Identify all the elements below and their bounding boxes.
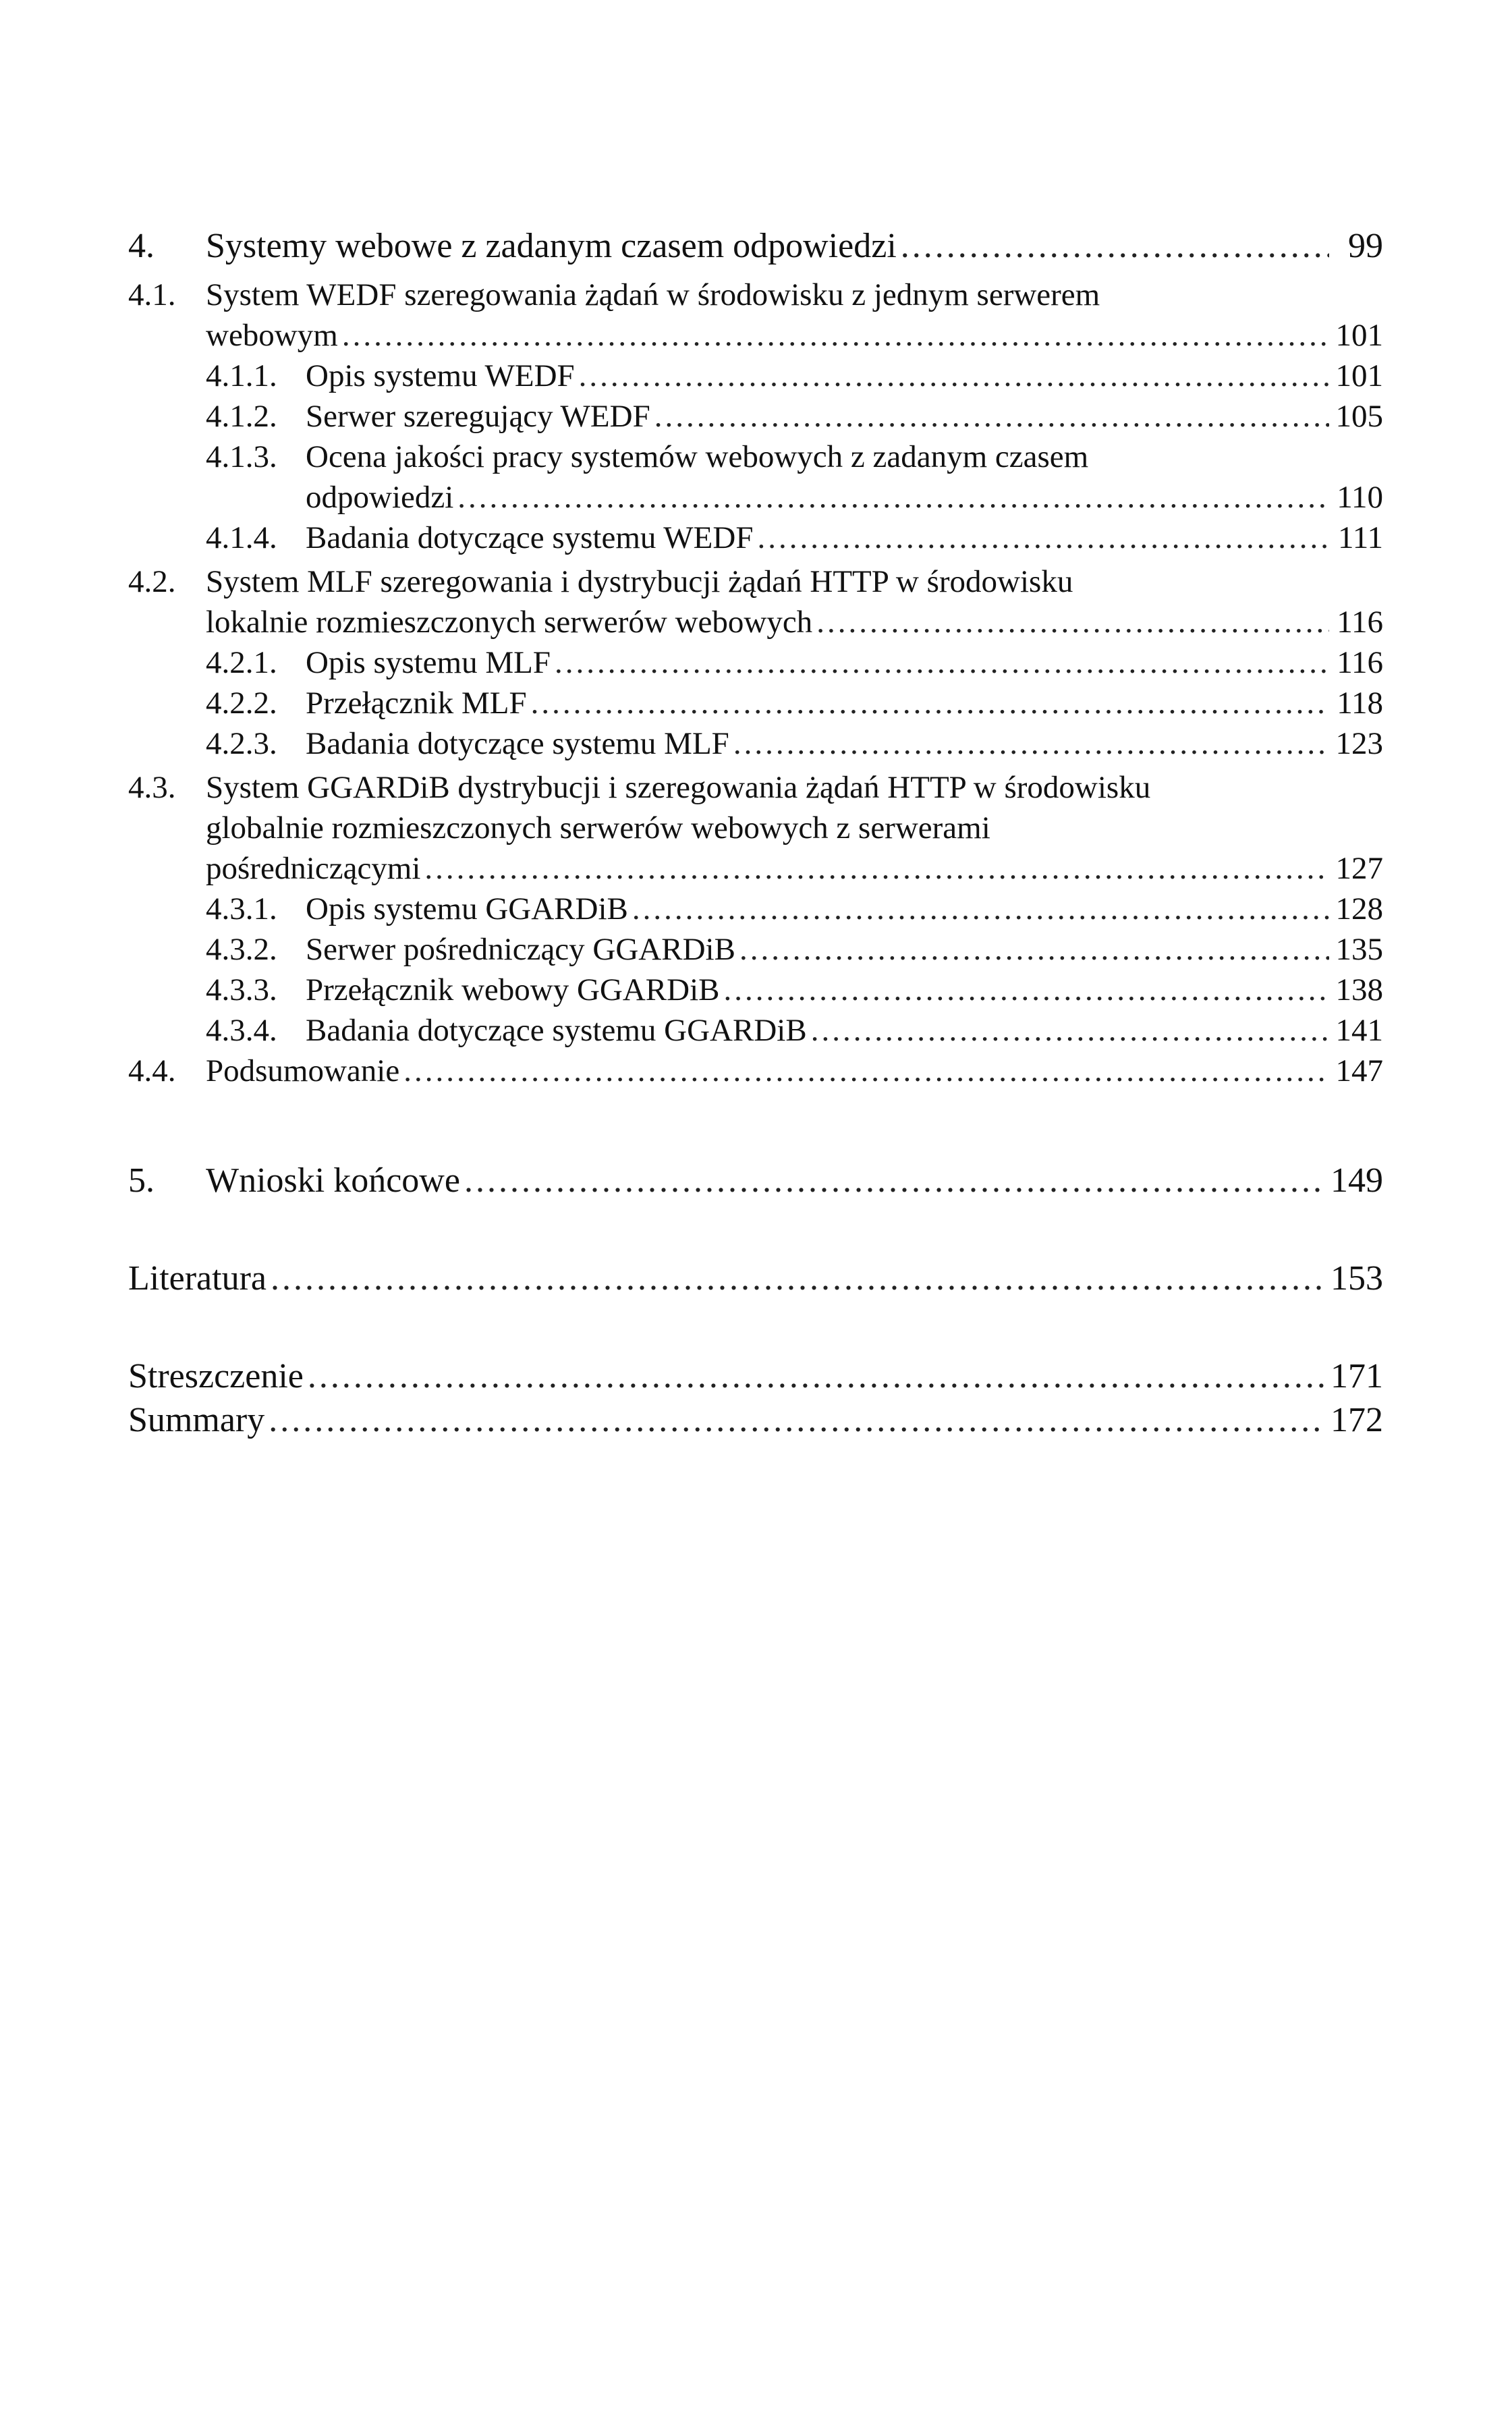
dot-leader <box>555 644 1329 681</box>
toc-entry-4-3-3 <box>206 972 1383 1008</box>
entry-title-line2: globalnie rozmieszczonych serwerów webowych z serwerami <box>206 810 990 846</box>
entry-title: Opis systemu MLF <box>306 645 551 680</box>
page-number: 147 <box>1335 1053 1383 1088</box>
page-number: 149 <box>1331 1161 1383 1200</box>
toc-entry-4-3-line3 <box>206 850 1383 887</box>
page-number: 101 <box>1335 358 1383 393</box>
entry-title: Podsumowanie <box>206 1053 400 1088</box>
entry-title: Streszczenie <box>128 1357 304 1395</box>
toc-entry-4-1-line1 <box>128 277 1100 313</box>
entry-title-line2: webowym <box>206 318 338 353</box>
entry-title-line3: pośredniczącymi <box>206 851 421 886</box>
dot-leader <box>457 479 1329 516</box>
entry-number: 4.3.2. <box>206 932 277 967</box>
entry-title: Przełącznik MLF <box>306 686 527 721</box>
entry-title-line1: System WEDF szeregowania żądań w środowisku z jednym serwerem <box>206 277 1100 312</box>
entry-number: 4.2.2. <box>206 686 277 721</box>
entry-number: 4.1.3. <box>206 439 277 474</box>
toc-entry-4-1-4 <box>206 520 1383 556</box>
dot-leader <box>757 520 1329 556</box>
toc-entry-streszczenie <box>128 1356 1383 1396</box>
toc-entry-4-1-1 <box>206 358 1383 394</box>
page-number: 110 <box>1337 480 1383 515</box>
entry-number: 4.4. <box>128 1053 176 1088</box>
page-number: 128 <box>1335 891 1383 926</box>
dot-leader <box>342 317 1329 354</box>
dot-leader <box>723 972 1328 1008</box>
entry-title-line1: Ocena jakości pracy systemów webowych z zadanym czasem <box>306 439 1089 474</box>
dot-leader <box>739 931 1329 968</box>
toc-entry-4-3-line1 <box>128 769 1150 806</box>
entry-number: 4.2.3. <box>206 726 277 761</box>
toc-entry-4-1-2 <box>206 398 1383 435</box>
dot-leader <box>632 891 1329 927</box>
entry-number: 4.3.3. <box>206 972 277 1007</box>
page-number: 101 <box>1335 318 1383 353</box>
dot-leader <box>424 850 1328 887</box>
page-number: 118 <box>1337 686 1383 721</box>
toc-entry-summary <box>128 1400 1383 1440</box>
toc-entry-4-2-line1 <box>128 563 1073 600</box>
page-number: 141 <box>1335 1013 1383 1048</box>
entry-number: 4.1.1. <box>206 358 277 393</box>
page-number: 105 <box>1335 399 1383 434</box>
toc-entry-4-4 <box>128 1053 1383 1089</box>
entry-title: Serwer szeregujący WEDF <box>306 399 650 434</box>
page-number: 123 <box>1335 726 1383 761</box>
dot-leader <box>271 1258 1324 1298</box>
entry-number: 4.1.2. <box>206 399 277 434</box>
toc-entry-chapter-5 <box>128 1161 1383 1200</box>
toc-entry-4-3-4 <box>206 1012 1383 1049</box>
entry-title: Badania dotyczące systemu MLF <box>306 726 729 761</box>
page-number: 138 <box>1335 972 1383 1007</box>
entry-title: Systemy webowe z zadanym czasem odpowiedzi <box>206 227 897 265</box>
toc-entry-4-3-1 <box>206 891 1383 927</box>
toc-entry-4-1-3-line2 <box>306 479 1383 516</box>
dot-leader <box>308 1356 1324 1396</box>
dot-leader <box>403 1053 1328 1089</box>
toc-entry-4-3-line2 <box>206 810 990 846</box>
entry-title-line1: System GGARDiB dystrybucji i szeregowania żądań HTTP w środowisku <box>206 770 1151 805</box>
entry-number: 4. <box>128 227 155 265</box>
entry-number: 4.1.4. <box>206 520 277 555</box>
toc-entry-literatura <box>128 1258 1383 1298</box>
page-number: 111 <box>1337 520 1383 555</box>
entry-number: 4.3.4. <box>206 1013 277 1048</box>
entry-title: Wnioski końcowe <box>206 1161 460 1200</box>
page-number: 127 <box>1335 851 1383 886</box>
entry-title: Przełącznik webowy GGARDiB <box>306 972 720 1007</box>
entry-title-line2: odpowiedzi <box>306 480 454 515</box>
page-number: 153 <box>1331 1259 1383 1298</box>
entry-number: 4.2. <box>128 564 176 599</box>
entry-number: 4.1. <box>128 277 176 312</box>
entry-title: Opis systemu GGARDiB <box>306 891 628 926</box>
page-number: 116 <box>1337 605 1383 640</box>
page-number: 172 <box>1331 1401 1383 1439</box>
dot-leader <box>901 226 1329 266</box>
entry-number: 4.3. <box>128 770 176 805</box>
dot-leader <box>816 604 1329 640</box>
dot-leader <box>531 685 1329 721</box>
entry-title: Literatura <box>128 1259 267 1298</box>
toc-entry-4-2-2 <box>206 685 1383 721</box>
dot-leader <box>464 1161 1324 1200</box>
entry-title-line2: lokalnie rozmieszczonych serwerów webowych <box>206 605 813 640</box>
page-number: 171 <box>1331 1357 1383 1395</box>
page-number: 99 <box>1348 227 1383 265</box>
dot-leader <box>269 1400 1324 1440</box>
toc-entry-chapter-4 <box>128 226 1383 266</box>
dot-leader <box>811 1012 1329 1049</box>
toc-entry-4-3-2 <box>206 931 1383 968</box>
entry-number: 4.2.1. <box>206 645 277 680</box>
entry-title-line1: System MLF szeregowania i dystrybucji żądań HTTP w środowisku <box>206 564 1073 599</box>
page-number: 135 <box>1335 932 1383 967</box>
dot-leader <box>733 725 1329 762</box>
entry-title: Serwer pośredniczący GGARDiB <box>306 932 735 967</box>
entry-title: Opis systemu WEDF <box>306 358 575 393</box>
toc-entry-4-2-3 <box>206 725 1383 762</box>
toc-entry-4-2-line2 <box>206 604 1383 640</box>
entry-number: 5. <box>128 1161 155 1200</box>
dot-leader <box>579 358 1329 394</box>
page-number: 116 <box>1337 645 1383 680</box>
toc-entry-4-1-3-line1 <box>206 439 1088 475</box>
entry-title: Badania dotyczące systemu GGARDiB <box>306 1013 807 1048</box>
toc-entry-4-2-1 <box>206 644 1383 681</box>
toc-entry-4-1-line2 <box>206 317 1383 354</box>
entry-title: Badania dotyczące systemu WEDF <box>306 520 754 555</box>
entry-title: Summary <box>128 1401 265 1439</box>
dot-leader <box>654 398 1329 435</box>
entry-number: 4.3.1. <box>206 891 277 926</box>
